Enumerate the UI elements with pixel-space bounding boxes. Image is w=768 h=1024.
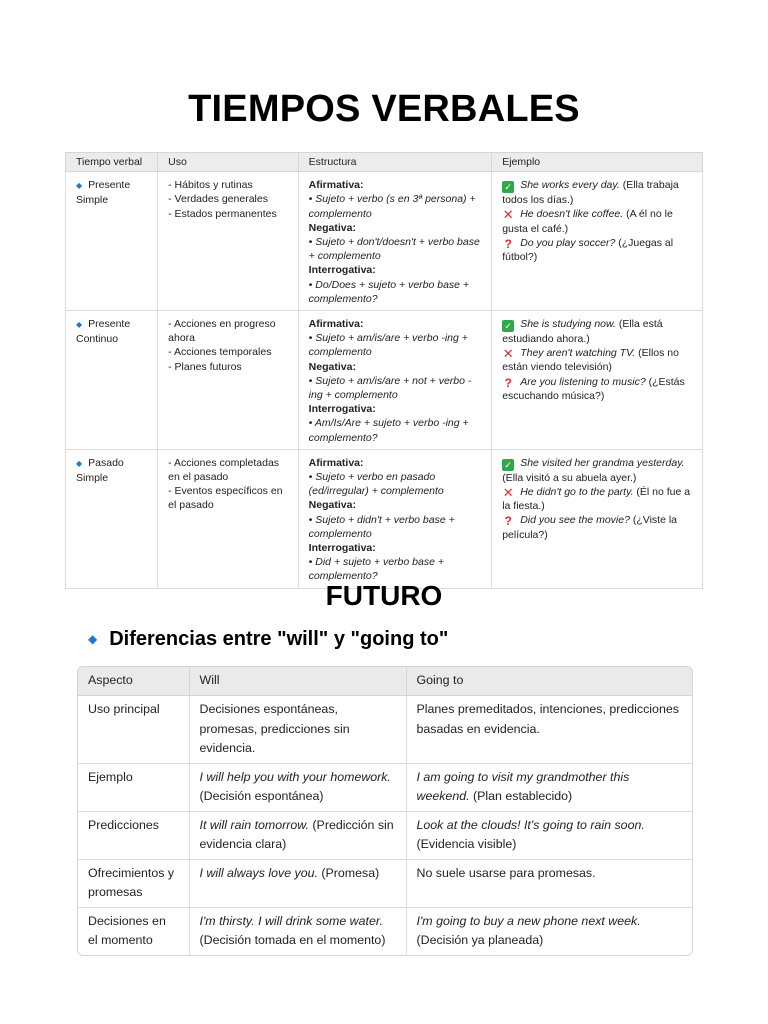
- going-cell: [406, 907, 692, 955]
- going-note: (Evidencia visible): [416, 837, 517, 851]
- negativa-formula: • Sujeto + am/is/are + not + verbo -ing + complemento: [308, 374, 472, 402]
- will-cell: [189, 859, 406, 907]
- table-row: [78, 907, 692, 955]
- afirmativa-label: Afirmativa:: [308, 318, 364, 331]
- example-english: They aren't watching TV.: [520, 347, 636, 360]
- going-cell: [406, 763, 692, 811]
- aspecto-cell: Ejemplo: [78, 763, 189, 811]
- estructura-cell: [298, 311, 492, 450]
- going-cell: [406, 859, 692, 907]
- tense-cell: [66, 449, 158, 588]
- will-note: (Decisión espontánea): [199, 789, 324, 803]
- tense-name: Presente Continuo: [76, 318, 131, 346]
- uso-item: - Acciones en progreso ahora: [168, 318, 276, 345]
- interrogativa-label: Interrogativa:: [308, 403, 376, 416]
- going-note: (Decisión ya planeada): [416, 933, 544, 947]
- estructura-cell: [298, 172, 492, 311]
- example-q: [502, 513, 692, 541]
- will-example: I will always love you.: [199, 865, 318, 880]
- tense-name: Presente Simple: [76, 179, 131, 207]
- table-row: [66, 172, 703, 311]
- cross-icon: ✕: [502, 346, 514, 362]
- question-icon: ?: [504, 514, 512, 529]
- example-english: She visited her grandma yesterday.: [520, 456, 685, 469]
- table-row: [78, 763, 692, 811]
- table-row: [66, 311, 703, 450]
- tenses-table: [65, 152, 703, 589]
- diamond-bullet-icon: ◆: [76, 458, 83, 468]
- going-note: (Plan establecido): [469, 789, 573, 803]
- example-english: Do you play soccer?: [520, 236, 616, 249]
- ejemplo-cell: [492, 172, 703, 311]
- ejemplo-cell: [492, 311, 703, 450]
- uso-item: - Estados permanentes: [168, 207, 277, 220]
- afirmativa-formula: • Sujeto + verbo (s en 3ª persona) + complemento: [308, 193, 476, 220]
- example-neg: [502, 346, 692, 374]
- header-uso: Uso: [158, 153, 299, 172]
- example-english: Did you see the movie?: [520, 514, 630, 527]
- going-cell: [406, 811, 692, 859]
- negativa-formula: • Sujeto + didn't + verbo base + complemento: [308, 513, 455, 540]
- interrogativa-label: Interrogativa:: [308, 264, 376, 277]
- afirmativa-label: Afirmativa:: [308, 456, 364, 469]
- will-note: (Promesa): [317, 865, 380, 880]
- afirmativa-formula: • Sujeto + am/is/are + verbo -ing + complemento: [308, 332, 468, 359]
- header-aspecto: Aspecto: [78, 667, 189, 696]
- uso-item: - Eventos específicos en el pasado: [168, 485, 283, 512]
- negativa-label: Negativa:: [308, 499, 356, 512]
- example-spanish: (Ellos no están viendo televisión): [502, 347, 679, 374]
- interrogativa-label: Interrogativa:: [308, 542, 376, 555]
- question-icon: ?: [504, 375, 512, 390]
- example-english: Are you listening to music?: [520, 375, 646, 388]
- will-example: I will help you with your homework.: [199, 769, 391, 784]
- aspecto-cell: Predicciones: [78, 811, 189, 859]
- example-spanish: (¿Juegas al fútbol?): [502, 236, 674, 264]
- example-neg: [502, 485, 692, 513]
- will-note: (Decisión tomada en el momento): [199, 933, 386, 947]
- table-header-row: [66, 153, 703, 172]
- tense-cell: [66, 311, 158, 450]
- going-example: Look at the clouds! It's going to rain soon.: [416, 817, 645, 832]
- going-example: I'm going to buy a new phone next week.: [416, 913, 641, 928]
- estructura-cell: [298, 449, 492, 588]
- interrogativa-formula: • Do/Does + sujeto + verbo base + complemento?: [308, 278, 470, 305]
- will-example: I'm thirsty. I will drink some water.: [199, 913, 383, 928]
- header-going-to: Going to: [406, 667, 692, 696]
- will-cell: [189, 696, 406, 764]
- example-neg: [502, 207, 692, 235]
- will-note: Decisiones espontáneas, promesas, predicciones sin evidencia.: [199, 702, 350, 755]
- example-q: [502, 236, 692, 264]
- subtitle: [88, 628, 448, 651]
- will-cell: [189, 763, 406, 811]
- diamond-bullet-icon: ◆: [76, 320, 83, 330]
- example-spanish: (¿Viste la película?): [502, 514, 677, 541]
- uso-cell: [158, 172, 299, 311]
- example-spanish: (¿Estás escuchando música?): [502, 375, 685, 402]
- will-example: It will rain tomorrow.: [199, 817, 309, 832]
- check-icon: ✓: [502, 459, 514, 471]
- uso-cell: [158, 449, 299, 588]
- tense-name: Pasado Simple: [76, 456, 124, 485]
- uso-item: - Acciones temporales: [168, 346, 272, 359]
- example-pos: [502, 456, 692, 485]
- interrogativa-formula: • Am/Is/Are + sujeto + verbo -ing + complemento?: [308, 417, 469, 444]
- negativa-label: Negativa:: [308, 221, 356, 234]
- check-icon: ✓: [502, 320, 514, 332]
- cross-icon: ✕: [502, 485, 514, 501]
- example-english: She is studying now.: [520, 318, 616, 331]
- example-spanish: (Ella visitó a su abuela ayer.): [502, 471, 637, 484]
- example-english: He didn't go to the party.: [520, 486, 634, 499]
- will-note: (Predicción sin evidencia clara): [199, 817, 394, 851]
- afirmativa-formula: • Sujeto + verbo en pasado (ed/irregular) + complemento: [308, 471, 444, 498]
- header-will: Will: [189, 667, 406, 696]
- page-title: TIEMPOS VERBALES: [188, 88, 580, 130]
- going-cell: [406, 696, 692, 764]
- diamond-bullet-icon: ◆: [76, 181, 83, 191]
- futuro-heading: FUTURO: [325, 580, 443, 611]
- aspecto-cell: Decisiones en el momento: [78, 907, 189, 955]
- uso-cell: [158, 311, 299, 450]
- aspecto-cell: Uso principal: [78, 696, 189, 764]
- table-header-row: [78, 667, 692, 696]
- example-english: She works every day.: [520, 179, 620, 192]
- table-row: [78, 811, 692, 859]
- cross-icon: ✕: [502, 207, 514, 223]
- example-spanish: (Ella está estudiando ahora.): [502, 318, 663, 346]
- subtitle-text: Diferencias entre "will" y "going to": [109, 628, 449, 650]
- example-english: He doesn't like coffee.: [520, 208, 624, 221]
- example-q: [502, 375, 692, 403]
- uso-item: - Planes futuros: [168, 360, 242, 373]
- example-spanish: (A él no le gusta el café.): [502, 208, 673, 235]
- header-estructura: Estructura: [298, 153, 492, 172]
- uso-item: - Hábitos y rutinas: [168, 179, 253, 192]
- will-cell: [189, 907, 406, 955]
- check-icon: ✓: [502, 181, 514, 193]
- tense-cell: [66, 172, 158, 311]
- table-row: [66, 449, 703, 588]
- example-spanish: (Él no fue a la fiesta.): [502, 486, 691, 513]
- interrogativa-formula: • Did + sujeto + verbo base + complemento?: [308, 556, 444, 583]
- table-row: [78, 859, 692, 907]
- going-example: I am going to visit my grandmother this weekend.: [416, 769, 630, 803]
- header-ejemplo: Ejemplo: [492, 153, 703, 172]
- negativa-label: Negativa:: [308, 360, 356, 373]
- uso-item: - Verdades generales: [168, 193, 268, 206]
- will-cell: [189, 811, 406, 859]
- afirmativa-label: Afirmativa:: [308, 179, 364, 192]
- diamond-bullet-icon: ◆: [88, 632, 98, 646]
- question-icon: ?: [504, 236, 512, 251]
- header-tiempo: Tiempo verbal: [66, 153, 158, 172]
- example-spanish: (Ella trabaja todos los días.): [502, 179, 679, 207]
- table-row: [78, 696, 692, 764]
- example-pos: [502, 178, 692, 207]
- negativa-formula: • Sujeto + don't/doesn't + verbo base + complemento: [308, 236, 480, 263]
- aspecto-cell: Ofrecimientos y promesas: [78, 859, 189, 907]
- ejemplo-cell: [492, 449, 703, 588]
- going-note: Planes premeditados, intenciones, predicciones basadas en evidencia.: [416, 702, 679, 736]
- example-pos: [502, 317, 692, 346]
- going-note: No suele usarse para promesas.: [416, 865, 596, 880]
- will-going-table: [77, 666, 693, 956]
- uso-item: - Acciones completadas en el pasado: [168, 456, 280, 484]
